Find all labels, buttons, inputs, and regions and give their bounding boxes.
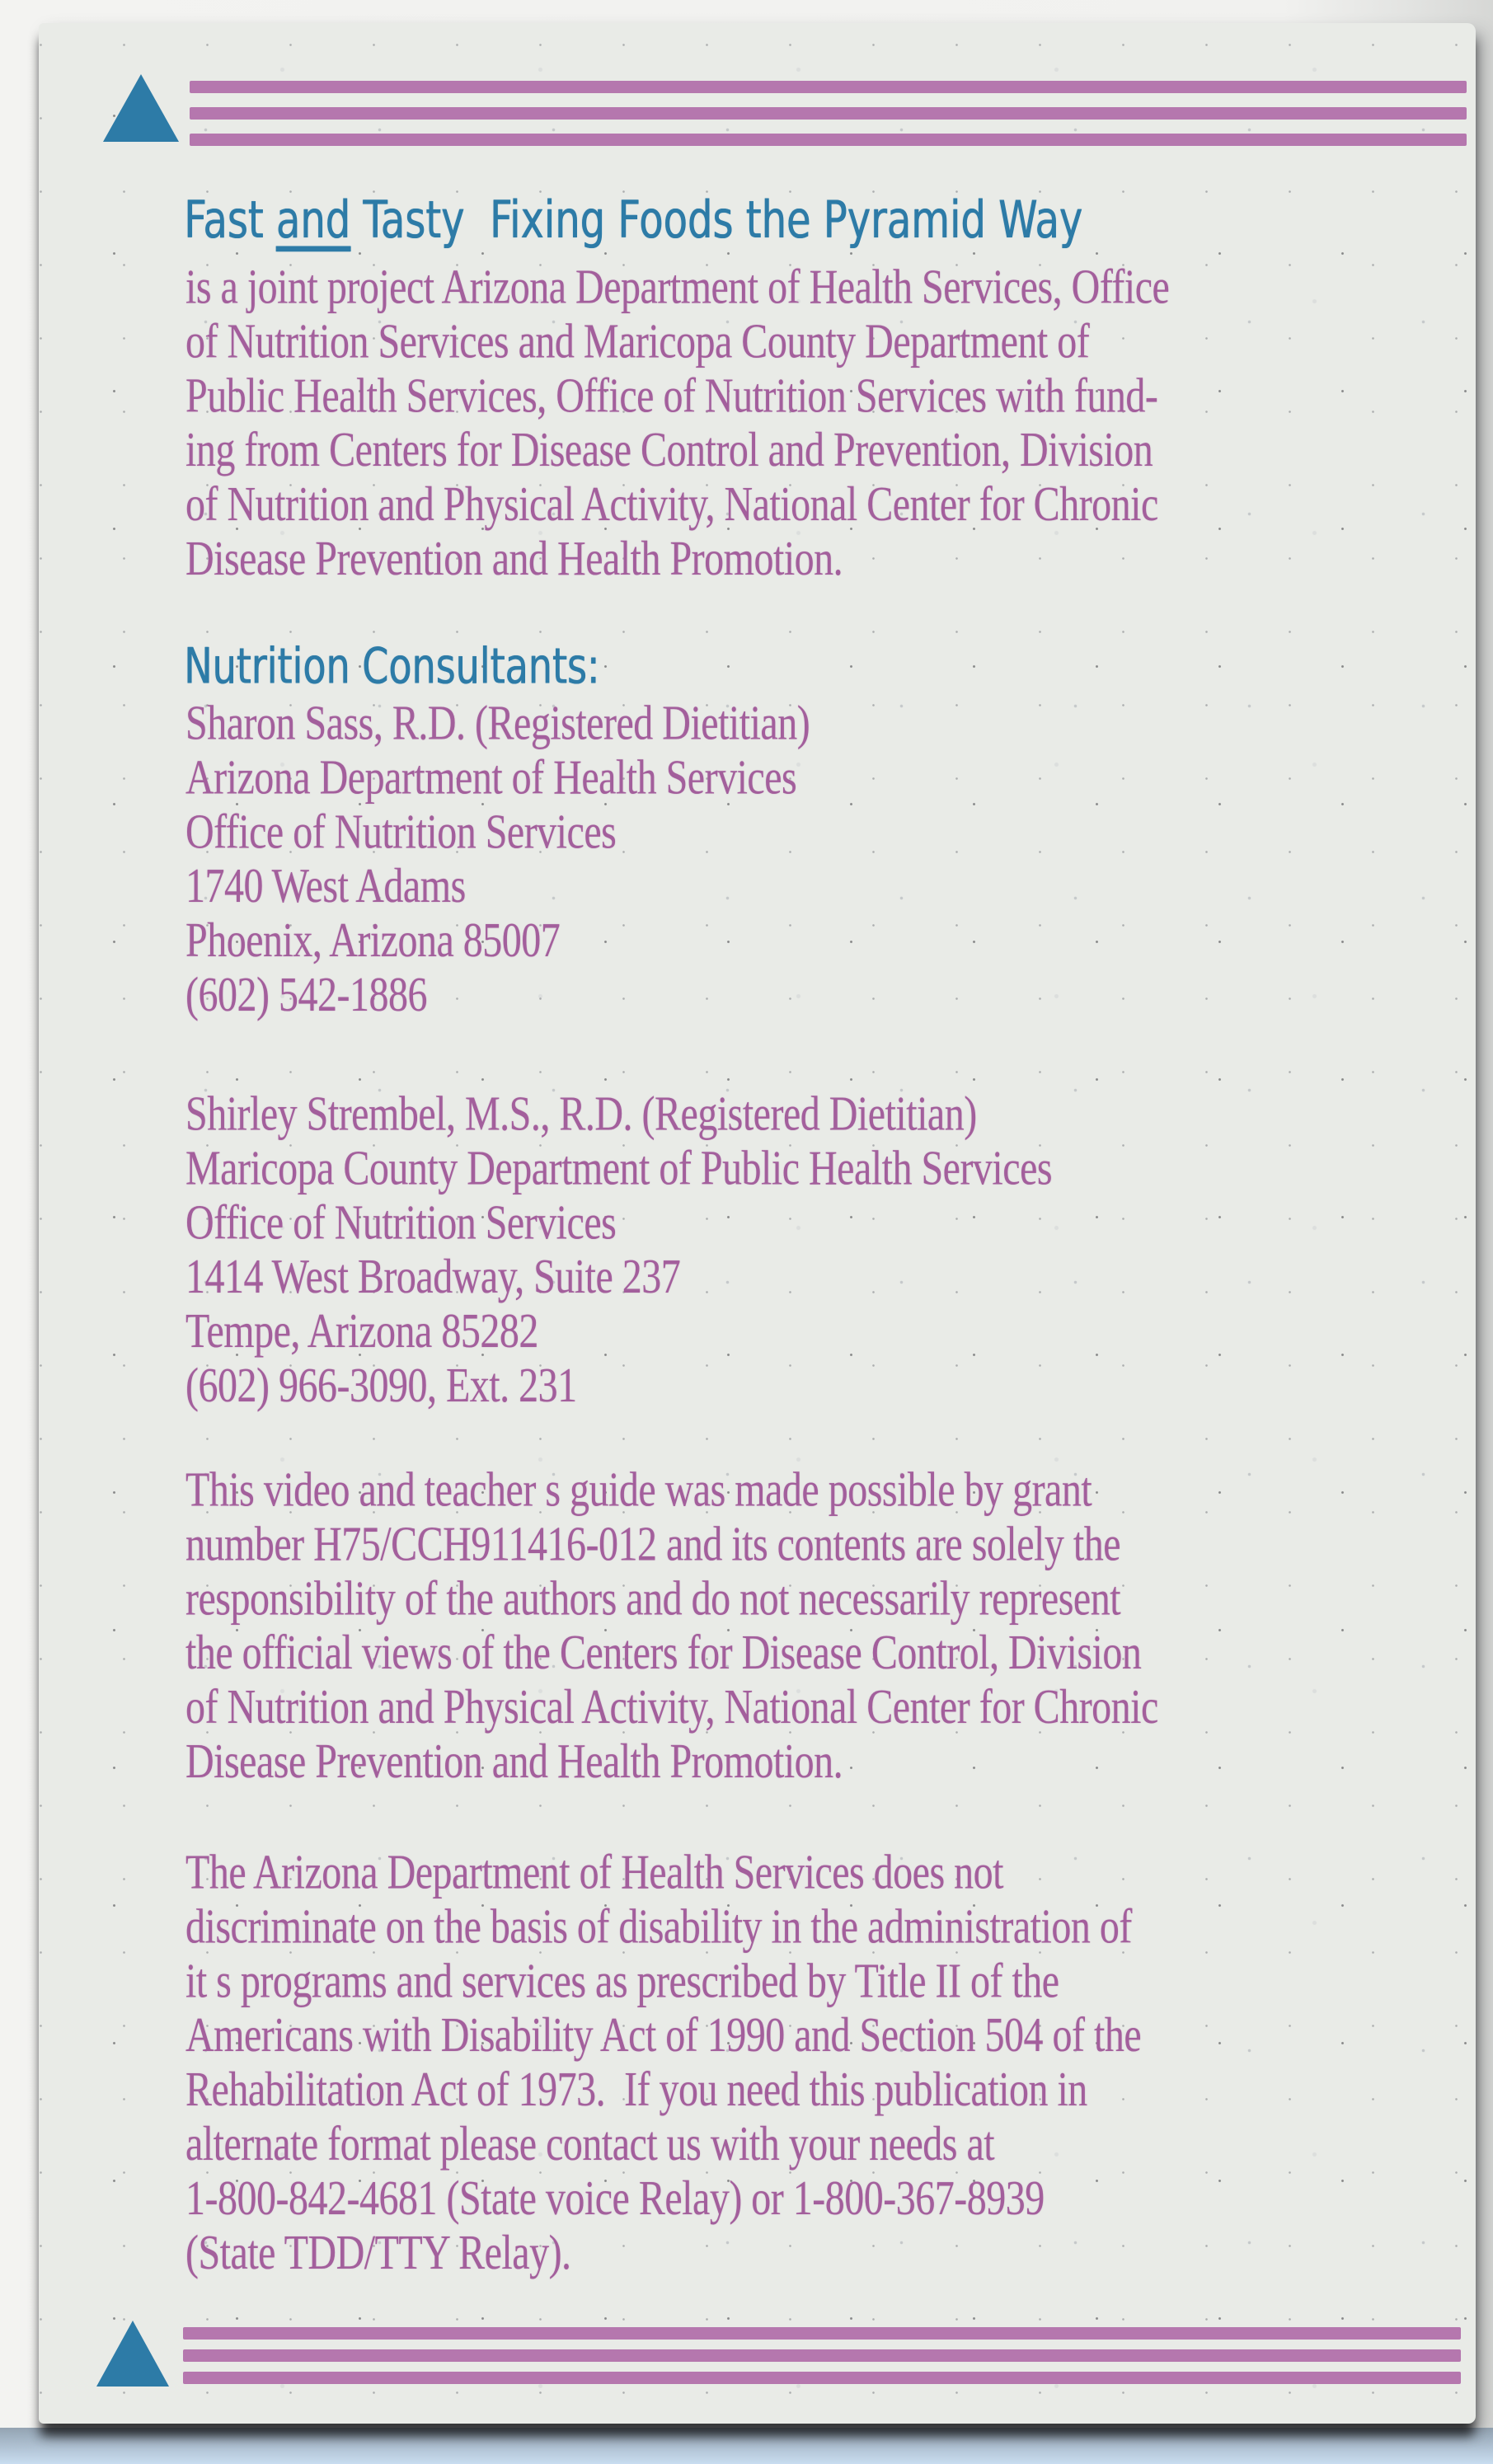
triangle-icon: [103, 74, 179, 142]
text-line: Americans with Disability Act of 1990 and Section 504 of the: [185, 2007, 1142, 2063]
text-line: alternate format please contact us with your needs at: [185, 2116, 995, 2171]
text-line: 1414 West Broadway, Suite 237: [185, 1249, 681, 1304]
text-line: it s programs and services as prescribed by Title II of the: [185, 1953, 1059, 2008]
text-line: Arizona Department of Health Services: [185, 749, 797, 805]
text-line: of Nutrition and Physical Activity, National Center for Chronic: [185, 1679, 1158, 1734]
page-title-part2: Tasty Fixing Foods the Pyramid Way: [350, 190, 1083, 251]
grant-paragraph: [185, 1462, 1158, 1789]
page-title: [184, 190, 1082, 251]
stripe-decoration: [190, 107, 1467, 120]
text-line: Public Health Services, Office of Nutrition Services with fund-: [185, 368, 1158, 423]
text-line: is a joint project Arizona Department of Health Services, Office: [185, 260, 1170, 314]
text-line: the official views of the Centers for Disease Control, Division: [185, 1625, 1142, 1680]
stripe-decoration: [190, 81, 1467, 93]
text-line: Rehabilitation Act of 1973. If you need this publication in: [185, 2062, 1087, 2117]
text-line: Sharon Sass, R.D. (Registered Dietitian): [185, 696, 810, 750]
text-line: number H75/CCH911416-012 and its contents are solely the: [185, 1516, 1121, 1571]
stripe-decoration: [183, 2327, 1461, 2340]
text-line: Office of Nutrition Services: [185, 804, 617, 859]
text-line: Phoenix, Arizona 85007: [185, 913, 561, 968]
text-line: responsibility of the authors and do not necessarily represent: [185, 1570, 1121, 1626]
text-line: 1740 West Adams: [185, 858, 466, 913]
text-line: Tempe, Arizona 85282: [185, 1303, 538, 1359]
page-title-underlined-word: and: [275, 190, 351, 251]
stripe-decoration: [190, 134, 1467, 146]
stripe-decoration: [183, 2372, 1461, 2384]
text-line: discriminate on the basis of disability in the administration of: [185, 1898, 1132, 1954]
text-line: (State TDD/TTY Relay).: [185, 2225, 571, 2280]
consultants-heading: Nutrition Consultants:: [184, 636, 600, 695]
text-line: 1-800-842-4681 (State voice Relay) or 1-800-367-8939: [185, 2171, 1045, 2226]
text-line: Office of Nutrition Services: [185, 1194, 617, 1250]
text-line: of Nutrition and Physical Activity, National Center for Chronic: [185, 476, 1158, 532]
text-line: (602) 966-3090, Ext. 231: [185, 1358, 577, 1413]
text-line: Shirley Strembel, M.S., R.D. (Registered Dietitian): [185, 1087, 977, 1141]
consultant-1-block: [185, 696, 810, 1022]
text-line: (602) 542-1886: [185, 967, 427, 1022]
text-line: This video and teacher s guide was made possible by grant: [185, 1462, 1092, 1517]
stripe-decoration: [183, 2349, 1461, 2362]
text-line: Disease Prevention and Health Promotion.: [185, 531, 843, 586]
triangle-icon: [96, 2321, 169, 2387]
booklet-page: [39, 23, 1476, 2424]
page-title-part1: Fast: [184, 190, 276, 251]
text-line: The Arizona Department of Health Services does not: [185, 1845, 1003, 1899]
text-line: Disease Prevention and Health Promotion.: [185, 1734, 843, 1789]
intro-paragraph: [185, 260, 1169, 586]
accessibility-paragraph: [185, 1845, 1141, 2280]
scanner-bed-background: [0, 2428, 1493, 2464]
consultant-2-block: [185, 1087, 1052, 1413]
text-line: of Nutrition Services and Maricopa County Department of: [185, 313, 1090, 368]
text-line: ing from Centers for Disease Control and Prevention, Division: [185, 422, 1153, 477]
text-line: Maricopa County Department of Public Health Services: [185, 1140, 1053, 1195]
